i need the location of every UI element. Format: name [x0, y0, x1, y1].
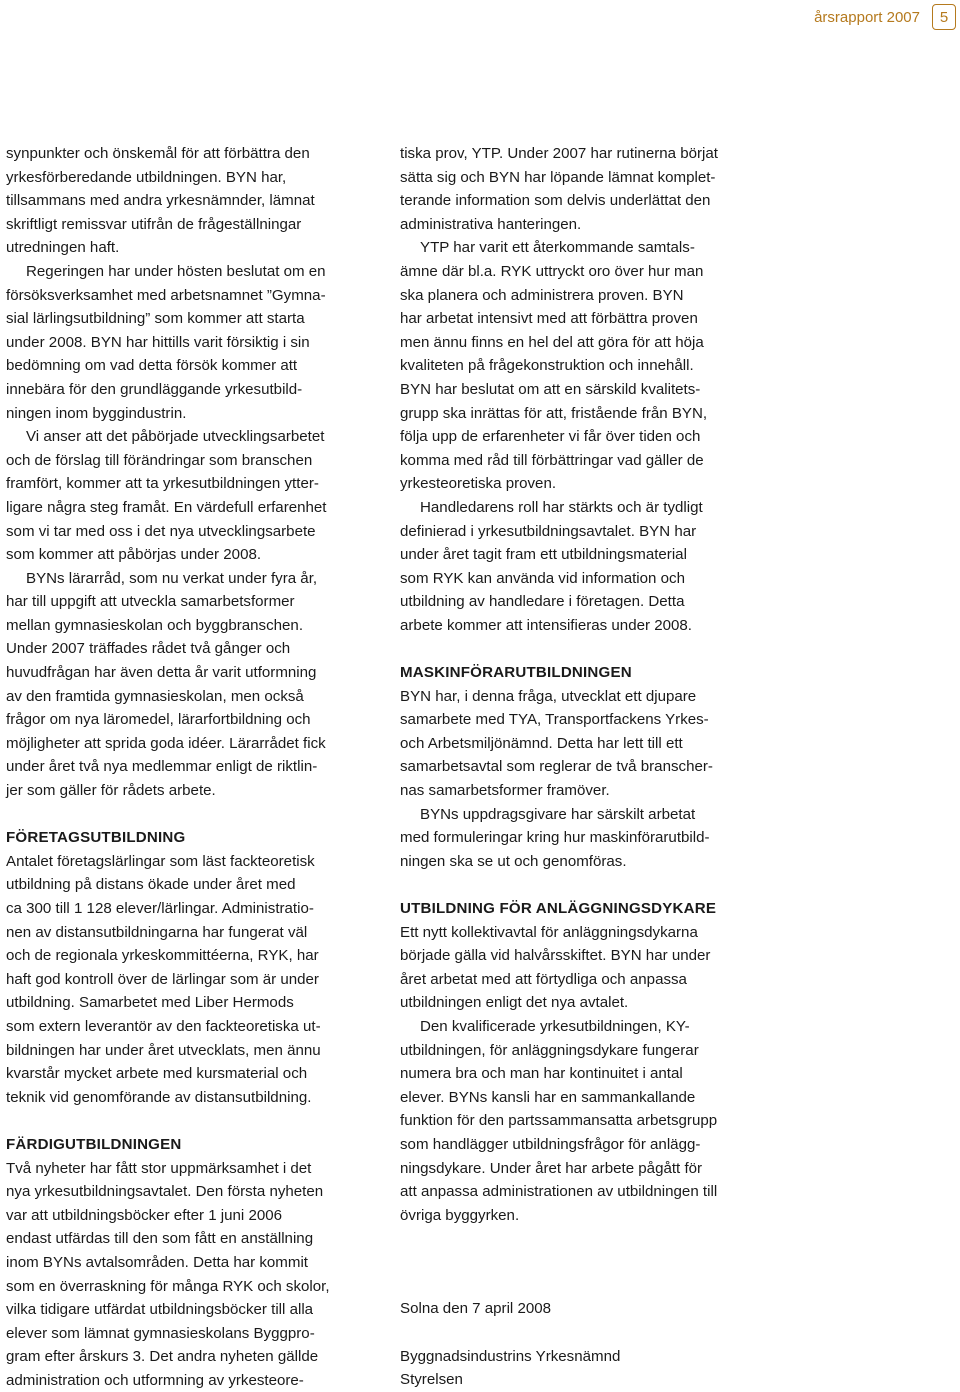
- signature-organization: Byggnadsindustrins Yrkesnämnd: [400, 1347, 621, 1365]
- paragraph: BYNs uppdragsgivare har särskilt arbetat med formuleringar kring hur maskinförarutbild- ningen ska se ut och genomföras.: [400, 805, 710, 870]
- paragraph: Två nyheter har fått stor uppmärksamhet i det nya yrkesutbildningsavtalet. Den första nyheten var att utbildningsböcker efter 1 juni 2006 endast utfärdas till den som fått en anställning inom BYNs avtalsområden. Detta har kommit som en överraskning för många RYK och skolor, vilka tidigare utfärdat utbildningsböcker till alla elever som lämnat gymnasieskolans Byggpro- gram efter årskurs 3. Det andra nyheten gällde administration och utformning av yrkesteore-: [6, 1159, 330, 1389]
- paragraph: Regeringen har under hösten beslutat om en försöksverksamhet med arbetsnamnet ”Gymna- sial lärlingsutbildning” som kommer att starta under 2008. BYN har hittills varit försiktig i sin bedömning om vad detta försök kommer att innebära för den grundläggande yrkesutbild- ningen inom byggindustrin.: [6, 262, 326, 422]
- paragraph: Den kvalificerade yrkesutbildningen, KY- utbildningen, för anläggningsdykare fungerar numera bra och man har kontinuitet i antal elever. BYNs kansli har en sammankallande funktion för den partssammansatta arbetsgrupp som handlägger utbildningsfrågor för anlägg- ningsdykare. Under året har arbete pågått för att anpassa administrationen av utbildningen till övriga byggyrken.: [400, 1017, 718, 1224]
- paragraph: Vi anser att det påbörjade utvecklingsarbetet och de förslag till förändringar som branschen framfört, kommer att ta yrkesutbildningen ytter- ligare några steg framåt. En värdefull erfarenhet som vi tar med oss i det nya utvecklingsarbete som kommer att påbörjas under 2008.: [6, 428, 327, 564]
- paragraph: BYNs lärarråd, som nu verkat under fyra år, har till uppgift att utveckla samarbetsformer mellan gymnasieskolan och byggbranschen. Under 2007 träffades rådet två gånger och huvudfrågan har även detta år varit utformning av den framtida gymnasieskolan, men också frågor om nya läromedel, lärarfortbildning och möjligheter att sprida goda idéer. Lärarrådet fick under året två nya medlemmar enligt de riktlin- jer som gäller för rådets arbete.: [6, 569, 326, 800]
- place-date: Solna den 7 april 2008: [400, 1300, 552, 1318]
- paragraph: BYN har, i denna fråga, utvecklat ett djupare samarbete med TYA, Transportfackens Yrkes- och Arbetsmiljönämnd. Detta har lett till ett samarbetsavtal som reglerar de två branscher- nas samarbetsformer framöver.: [400, 687, 713, 800]
- page-header: [814, 4, 956, 30]
- page-number: 5: [932, 4, 956, 30]
- section-heading-fardigutbildningen: FÄRDIGUTBILDNINGEN: [6, 1135, 182, 1153]
- paragraph: Ett nytt kollektivavtal för anläggningsdykarna började gälla vid halvårsskiftet. BYN har under året arbetat med att förtydliga och anpassa utbildningen enligt det nya avtalet.: [400, 923, 711, 1012]
- left-column: [6, 142, 362, 1392]
- section-heading-foretagsutbildning: FÖRETAGSUTBILDNING: [6, 829, 186, 847]
- report-title: årsrapport 2007: [814, 8, 920, 26]
- paragraph: Antalet företagslärlingar som läst fackteoretisk utbildning på distans ökade under året med ca 300 till 1 128 elever/lärlingar. Administratio- nen av distansutbildningarna har fungerat väl och de regionala yrkeskommittéerna, RYK, har haft god kontroll över de lärlingar som är under utbildning. Samarbetet med Liber Hermods som extern leverantör av den fackteoretiska ut- bildningen har under året utvecklats, men ännu kvarstår mycket arbete med kursmaterial och teknik vid genomförande av distansutbildning.: [6, 852, 321, 1106]
- paragraph: synpunkter och önskemål för att förbättra den yrkesförberedande utbildningen. BYN har, tillsammans med andra yrkesnämnder, lämnat skriftligt remissvar utifrån de frågeställningar utredningen haft.: [6, 145, 315, 257]
- paragraph: tiska prov, YTP. Under 2007 har rutinerna börjat sätta sig och BYN har löpande lämnat komplet- terande information som delvis underlättat den administrativa hanteringen.: [400, 145, 718, 233]
- section-heading-anlaggningsdykare: UTBILDNING FÖR ANLÄGGNINGSDYKARE: [400, 900, 717, 917]
- paragraph: YTP har varit ett återkommande samtals- ämne där bl.a. RYK uttryckt oro över hur man ska planera och administrera proven. BYN har arbetat intensivt med att förbättra proven men ännu finns en hel del att göra för att höja kvaliteten på frågekonstruktion och innehåll. BYN har beslutat om att en särskild kvalitets- grupp ska inrättas för att, fristående från BYN, följa upp de erfarenheter vi får över tiden och komma med råd till förbättringar vad gäller de yrkesteoretiska proven.: [400, 239, 708, 493]
- section-heading-maskinforarutbildningen: MASKINFÖRARUTBILDNINGEN: [400, 664, 632, 682]
- signature-board: Styrelsen: [400, 1371, 463, 1389]
- paragraph: Handledarens roll har stärkts och är tydligt definierad i yrkesutbildningsavtalet. BYN har under året tagit fram ett utbildningsmaterial som RYK kan använda vid information och utbildning av handledare i företagen. Detta arbete kommer att intensifieras under 2008.: [400, 498, 703, 634]
- right-column: [400, 142, 760, 1392]
